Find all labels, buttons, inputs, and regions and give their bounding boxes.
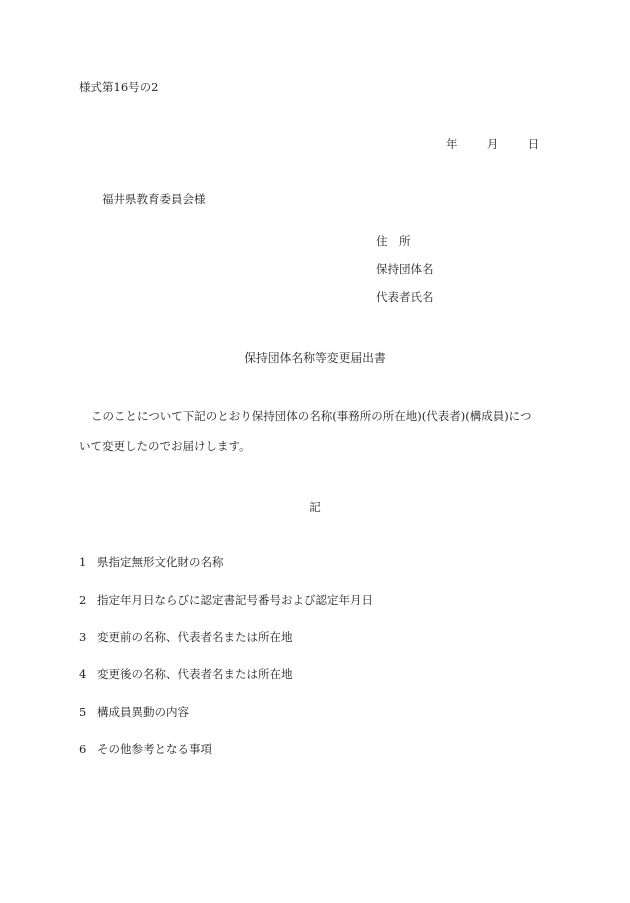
sender-address-label: 住 所 <box>376 234 411 248</box>
list-item-text: その他参考となる事項 <box>97 742 212 756</box>
date-day-label: 日 <box>527 137 540 151</box>
date-line <box>446 139 539 151</box>
list-item-number: 1 <box>79 555 87 569</box>
list-item <box>79 557 224 569</box>
sender-representative-label: 代表者氏名 <box>376 290 434 304</box>
list-item <box>79 669 293 681</box>
list-item-number: 3 <box>79 630 87 644</box>
list-item <box>79 744 212 756</box>
list-item <box>79 632 293 644</box>
list-item-text: 県指定無形文化財の名称 <box>97 555 224 569</box>
list-item <box>79 595 373 607</box>
list-item-text: 構成員異動の内容 <box>97 705 189 719</box>
list-item-number: 6 <box>79 742 87 756</box>
list-item-text: 指定年月日ならびに認定書記号番号および認定年月日 <box>97 593 373 607</box>
body-text-line-2: いて変更したのでお届けします。 <box>79 439 251 453</box>
date-year-label: 年 <box>446 137 458 151</box>
body-text-line-1: このことについて下記のとおり保持団体の名称(事務所の所在地)(代表者)(構成員)につ <box>91 409 532 423</box>
list-item-number: 2 <box>79 593 87 607</box>
date-month-label: 月 <box>486 137 499 151</box>
ki-heading: 記 <box>309 500 321 514</box>
sender-organization-label: 保持団体名 <box>376 262 434 276</box>
list-item-text: 変更前の名称、代表者名または所在地 <box>97 630 293 644</box>
document-title: 保持団体名称等変更届出書 <box>244 351 386 365</box>
form-number: 様式第16号の2 <box>79 80 159 94</box>
list-item-text: 変更後の名称、代表者名または所在地 <box>97 667 293 681</box>
list-item <box>79 707 189 719</box>
addressee: 福井県教育委員会様 <box>102 192 206 206</box>
list-item-number: 5 <box>79 705 87 719</box>
list-item-number: 4 <box>79 667 87 681</box>
